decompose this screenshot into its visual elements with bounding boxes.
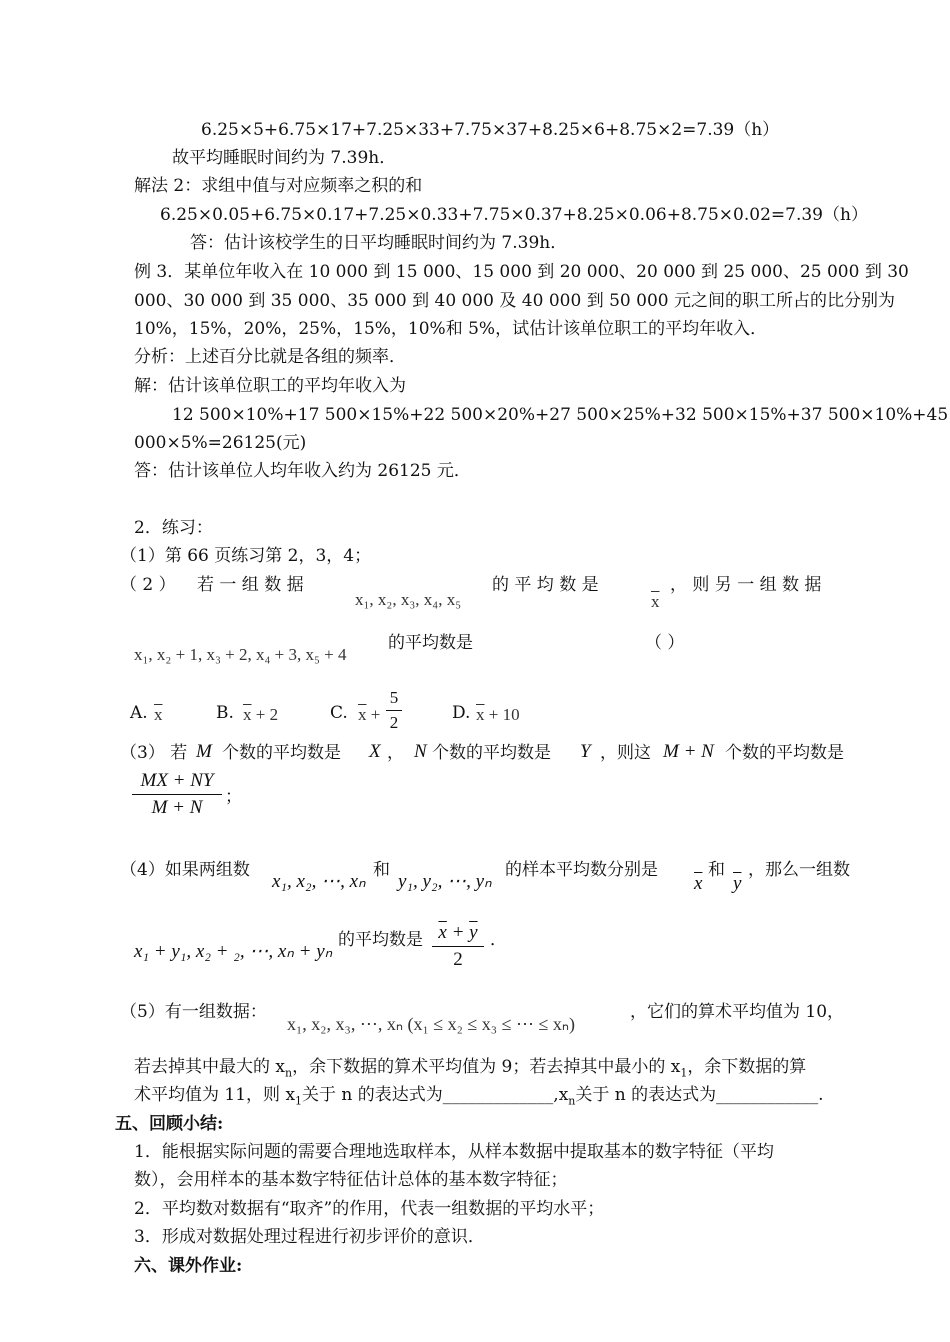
option-a-label: A. [130,703,148,723]
q4-text-4: 的平均数是 [338,930,423,950]
q4-sum-sequence: x₁ + y₁, x₂ + ₂, ⋯, xₙ + yₙ [134,941,333,962]
summary-item-1: 1．能根据实际问题的需要合理地选取样本，从样本数据中提取基本的数字特征（平均 [134,1142,774,1162]
q3-comma: ， [387,743,404,763]
option-d-value: $\overline{x} + 10$ [476,705,520,724]
example-3-line-1: 例 3．某单位年收入在 10 000 到 15 000、15 000 到 20 000、20 000 到 25 000、25 000 到 30 [134,262,909,282]
q2-shifted-set: x₁, x₂ + 1, x₃ + 2, x₄ + 3, x₅ + 4 [134,645,347,664]
example-3-line-3: 10%，15%，20%，25%，15%，10%和 5%，试估计该单位职工的平均年收入． [134,319,768,339]
q3-var-m-plus-n: M + N [663,741,714,762]
answer-line-1: 答：估计该校学生的日平均睡眠时间约为 7.39h． [190,233,568,253]
q4-text-3: ，那么一组数 [748,860,850,880]
section-6-heading: 六、课外作业: [134,1256,243,1276]
q3-var-n: N [414,741,427,762]
analysis-line: 分析：上述百分比就是各组的频率． [134,347,406,367]
q3-text-2: 个数的平均数是 [222,743,341,763]
q4-y-sequence: y₁, y₂, ⋯, yₙ [398,871,492,892]
q5-text-2: ，它们的算术平均值为 10， [630,1002,845,1022]
answer-paren: （ ） [645,633,685,653]
q4-mean-fraction: $\overline{x} + \overline{y}$ 2 [432,922,484,971]
q2-text-3: ， 则 另 一 组 数 据 [670,575,822,595]
q2-label: （ 2 ） [120,575,176,595]
solution-line: 解：估计该单位职工的平均年收入为 [134,376,406,396]
q2-text-2: 的 平 均 数 是 [492,575,599,595]
practice-item-1: （1）第 66 页练习第 2，3，4； [120,546,372,566]
q3-text-1: （3） 若 [120,743,188,763]
calc-line-1: 6.25×5+6.75×17+7.25×33+7.75×37+8.25×6+8.75×2=7.39（h） [201,120,780,140]
q5-text-1: （5）有一组数据： [120,1002,267,1022]
option-c-fraction: 5 2 [386,688,402,733]
q2-text-4: 的平均数是 [388,633,473,653]
summary-item-2: 2．平均数对数据有“取齐”的作用，代表一组数据的平均水平； [134,1199,605,1219]
section-5-heading: 五、回顾小结: [115,1114,224,1134]
q3-var-y: Y [580,741,591,762]
q5-data-set: x₁, x₂, x₃, ⋯, xₙ (x₁ ≤ x₂ ≤ x₃ ≤ ⋯ ≤ xₙ) [287,1014,575,1034]
q4-and-1: 和 [373,860,390,880]
q4-and-2: 和 [708,860,725,880]
answer-line-2: 答：估计该单位人均年收入约为 26125 元． [134,461,471,481]
option-d-label: D. [452,703,471,723]
method-2-title: 解法 2：求组中值与对应频率之积的和 [134,176,423,196]
income-calc-line-1: 12 500×10%+17 500×15%+22 500×20%+27 500×25%+32 500×15%+37 500×10%+45 [172,405,949,425]
q4-x-sequence: x₁, x₂, ⋯, xₙ [272,871,366,892]
q4-text-1: （4）如果两组数 [120,860,250,880]
option-c-label: C. [330,703,348,723]
q3-mean-fraction: MX + NY M + N [132,770,222,819]
q3-text-3: 个数的平均数是 [432,743,551,763]
q3-text-5: 个数的平均数是 [725,743,844,763]
q3-var-x: X [369,741,381,762]
option-a-value: $\overline{x}$ [154,705,163,724]
q3-text-4: ，则这 [600,743,651,763]
summary-item-1-cont: 数），会用样本的基本数字特征估计总体的基本数字特征； [134,1170,568,1190]
q2-text-1: 若 一 组 数 据 [197,575,304,595]
q4-xbar: $\overline{x}$ [694,873,703,894]
option-b-label: B. [216,703,234,723]
q2-mean-symbol: $\overline{x}$ [651,592,660,611]
option-b-value: $\overline{x} + 2$ [243,705,279,724]
q5-text-4: 术平均值为 11，则 $x_1$关于 n 的表达式为$\_\_\_\_\_\_\_\_\_\_\_\_\_,x_n$关于 n 的表达式为____________. [134,1085,824,1108]
practice-heading: 2．练习： [134,518,213,538]
q4-text-2: 的样本平均数分别是 [505,860,658,880]
q4-ybar: $\overline{y}$ [733,873,742,894]
q4-period: ． [490,930,507,950]
q3-semicolon: ； [225,787,242,807]
q3-var-m: M [196,741,212,762]
income-calc-line-2: 000×5%=26125(元) [134,433,307,453]
calc-line-2: 6.25×0.05+6.75×0.17+7.25×0.33+7.75×0.37+8.25×0.06+8.75×0.02=7.39（h） [160,205,868,225]
q2-data-set: x₁, x₂, x₃, x₄, x₅ [355,590,462,609]
example-3-line-2: 000、30 000 到 35 000、35 000 到 40 000 及 40 000 到 50 000 元之间的职工所占的比分别为 [134,291,895,311]
summary-item-3: 3．形成对数据处理过程进行初步评价的意识． [134,1227,485,1247]
q5-text-3: 若去掉其中最大的 $x_n$，余下数据的算术平均值为 9；若去掉其中最小的 $x_1$，余下数据的算 [134,1057,807,1080]
option-c-value: $\overline{x}$ + [358,705,381,724]
conclusion-line: 故平均睡眠时间约为 7.39h． [172,148,397,168]
